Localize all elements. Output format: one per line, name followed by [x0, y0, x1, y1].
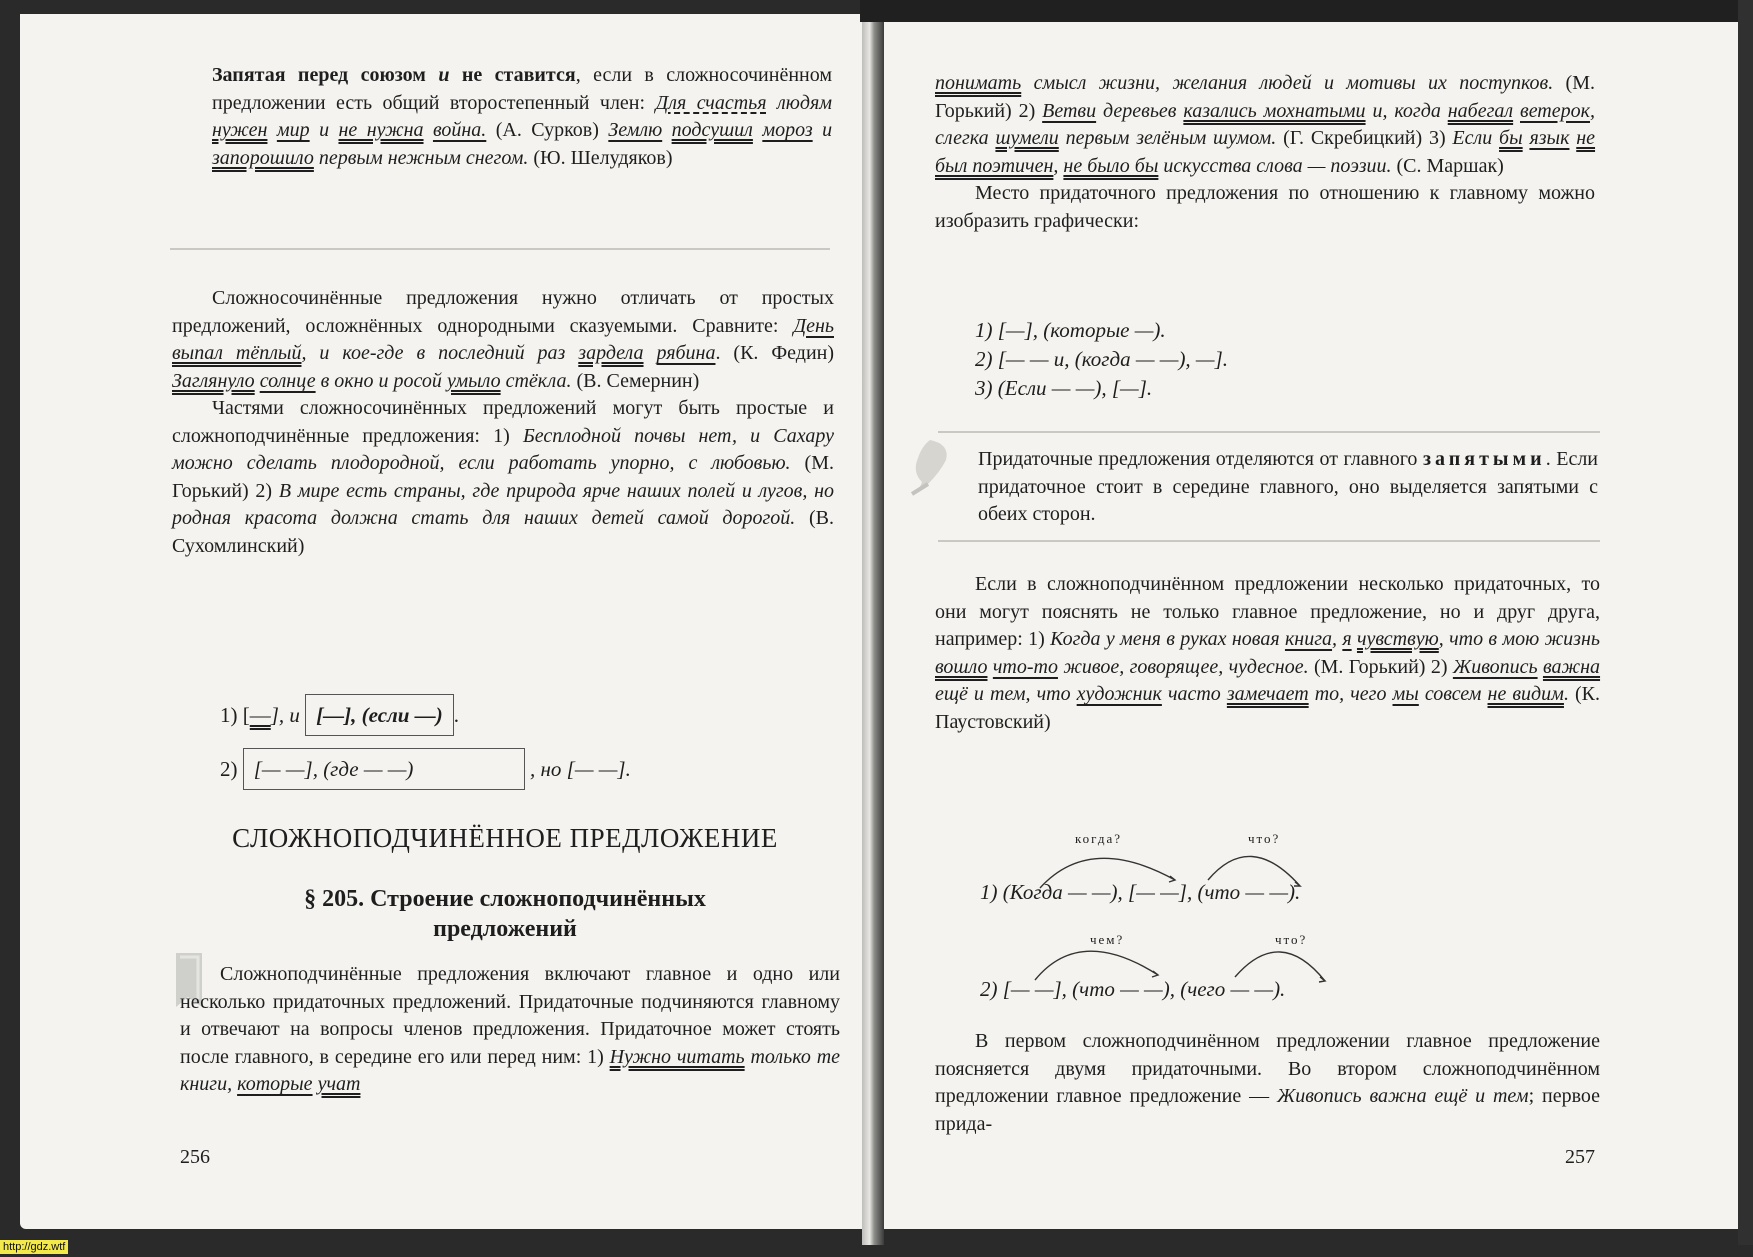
example-word: книга: [1284, 628, 1333, 650]
example-word: не было бы: [1063, 154, 1159, 177]
divider-line: [938, 431, 1600, 433]
continued-examples: [935, 70, 1595, 235]
scheme-text: —: [249, 703, 271, 727]
scheme-2: [220, 748, 631, 790]
source-author: (М. Горький) 2): [935, 72, 1595, 122]
paragraph-structure: [180, 961, 840, 1099]
source-author: . (К. Федин): [715, 342, 835, 364]
example-word: нужен: [212, 119, 268, 141]
example-word: умыло: [446, 369, 501, 392]
example-word: искусства слова — поэзии.: [1163, 154, 1392, 177]
example-word: Когда у меня в руках новая: [1050, 628, 1280, 650]
question-label: когда?: [1075, 831, 1122, 846]
example-word: совсем: [1424, 683, 1482, 705]
example-word: Если: [1452, 127, 1493, 149]
example-word: стёкла.: [505, 369, 572, 392]
paragraph-text: ; первое прида-: [935, 1085, 1600, 1135]
example-word: война.: [432, 119, 487, 141]
example-word: не видим: [1487, 683, 1564, 705]
section-title: СЛОЖНОПОДЧИНЁННОЕ ПРЕДЛОЖЕНИЕ: [232, 823, 778, 853]
example-word: , что в мою жизнь: [1438, 628, 1601, 650]
page-number-right: 257: [1565, 1146, 1595, 1168]
example-word: первым зелёным шумом.: [1065, 127, 1277, 149]
example-word: и: [319, 119, 330, 141]
example-word: Землю: [608, 119, 663, 141]
example-word: казались мохнатыми: [1183, 99, 1366, 122]
scheme-text: 1) [: [220, 703, 250, 727]
example-word: бы: [1499, 127, 1523, 149]
source-author: (К. Паустовский): [935, 683, 1601, 733]
source-author: (С. Маршак): [1396, 154, 1504, 177]
example-word: ветерок: [1520, 99, 1590, 122]
example-word: солнце: [259, 369, 316, 392]
example-word: важна: [1542, 655, 1601, 678]
example-word: набегал: [1447, 99, 1514, 122]
example-word: рябина: [656, 342, 716, 364]
scheme-text: 2): [220, 757, 238, 781]
source-author: (В. Сухомлинский): [172, 507, 834, 557]
example-number: 3): [1428, 127, 1446, 149]
paragraph-text: Сложноподчинённые предложения включают главное и одно или несколько придаточных предложений. Придаточные подчиняются главному и отвечают на вопросы членов предложения. Придаточное может стоять после главного, в середине его или перед ним: 1): [180, 963, 840, 1068]
scheme-text: [— —], (где — —): [253, 757, 414, 781]
example-word: и: [822, 119, 833, 141]
diagram-line: 1) (Когда — —), [— —], (что — —).: [980, 880, 1301, 904]
example-word: зардела: [578, 342, 644, 364]
paragraph-text: Частями сложносочинённых предложений могут быть простые и сложноподчинённые предложения: 1): [172, 397, 834, 447]
question-label: что?: [1248, 831, 1281, 846]
example-word: Ветви: [1042, 99, 1097, 122]
question-label: что?: [1275, 932, 1308, 947]
example-word: Для счастья: [655, 91, 767, 114]
scheme-text: , но [— —].: [530, 757, 631, 781]
rule-text: . Если придаточное стоит в середине главного, оно выделяется запятыми с обеих сторон.: [978, 448, 1599, 525]
source-author: (А. Сурков): [495, 119, 599, 141]
source-author: (В. Семернин): [576, 369, 700, 392]
example-word: не был поэтичен: [935, 127, 1596, 177]
example-word: выпал тёплый: [172, 342, 302, 364]
example-word: понимать: [935, 72, 1022, 94]
example-word: подсушил: [671, 119, 753, 141]
scheme-line: 1) [—], (которые —).: [975, 318, 1166, 342]
rule-bold-text: Запятая перед союзом: [212, 64, 426, 86]
example-word: часто: [1167, 683, 1221, 705]
rule-bold-text-2: не ставится: [461, 64, 576, 86]
example-word: язык: [1529, 127, 1570, 149]
paragraph-text: Место придаточного предложения по отношению к главному можно изобразить графически:: [935, 182, 1595, 232]
paragraph-compare: [172, 285, 834, 560]
scheme-text: ], и: [270, 703, 300, 727]
example-word: .: [1563, 683, 1569, 705]
example-word: чувствую: [1356, 628, 1439, 650]
example-word: художник: [1076, 683, 1162, 705]
rule-emphasis: запятыми: [1422, 448, 1546, 470]
rule-bold-conj: и: [438, 64, 450, 86]
example-word: запорошило: [212, 146, 314, 169]
example-word: первым нежным снегом.: [318, 146, 529, 169]
source-author: (М. Горький) 2): [1313, 655, 1448, 678]
example-word: мороз: [762, 119, 813, 141]
example-word: вошло: [935, 655, 988, 678]
example-word: мир: [276, 119, 310, 141]
paragraph-title: [170, 884, 840, 944]
scheme-line: 3) (Если — —), [—].: [975, 376, 1153, 400]
paragraph-final: [935, 1028, 1600, 1138]
source-author: (Г. Скребицкий): [1283, 127, 1423, 149]
example-word: учат: [317, 1073, 361, 1095]
example-sentence: В мире есть страны, где природа ярче наших полей и лугов, но родная красота должна стать для наших детей самой дорогой.: [172, 479, 835, 529]
clause-diagram-1: [980, 828, 1500, 908]
example-word: Нужно читать: [609, 1045, 745, 1068]
rule-text: , если в сложносочинённом предложении есть общий второстепенный член:: [212, 64, 833, 114]
example-word: что-то: [992, 655, 1058, 678]
paragraph-text: Сложносочинённые предложения нужно отличать от простых предложений, осложнённых однородными сказуемыми. Сравните:: [172, 287, 834, 337]
source-author: (М. Горький) 2): [172, 452, 834, 502]
schemes-block: [975, 316, 1228, 403]
diagram-line: 2) [— —], (что — —), (чего — —).: [980, 977, 1286, 1001]
example-word: в окно и росой: [320, 369, 442, 392]
example-word: живое, говорящее, чудесное.: [1063, 655, 1309, 678]
clause-diagram-2: [980, 925, 1500, 1005]
rule-paragraph: [212, 62, 832, 172]
example-word: ,: [1332, 628, 1338, 650]
source-author: (Ю. Шелудяков): [533, 146, 673, 169]
rule-text: Придаточные предложения отделяются от главного: [978, 448, 1418, 470]
watermark-link[interactable]: http://gdz.wtf: [0, 1240, 68, 1254]
paragraph-text: В первом сложноподчинённом предложении главное предложение поясняется двумя придаточными. Во втором сложноподчинённом предложении главное предложение —: [935, 1030, 1600, 1107]
example-word: которые: [237, 1073, 313, 1095]
paragraph-several: [935, 571, 1600, 736]
paragraph-title-line: предложений: [433, 916, 577, 942]
example-word: то, чего: [1314, 683, 1387, 705]
example-word: деревьев: [1103, 99, 1177, 122]
example-word: Заглянуло: [172, 369, 255, 392]
scheme-text: [—], (если —): [316, 703, 443, 727]
example-word: шумели: [995, 127, 1059, 149]
example-word: мы: [1392, 683, 1419, 705]
example-word: ,: [1053, 154, 1059, 177]
question-label: чем?: [1090, 932, 1125, 947]
example-word: людям: [777, 91, 833, 114]
scheme-box: [305, 694, 454, 736]
scheme-1: [220, 694, 459, 736]
example-word: замечает: [1226, 683, 1309, 705]
scan-right-edge: [1738, 0, 1753, 1245]
paragraph-text: Если в сложноподчинённом предложении несколько придаточных, то они могут пояснять не только главное предложение, но и друг друга, например: 1): [935, 573, 1600, 650]
example-word: я: [1342, 628, 1352, 650]
pen-nib-icon: [908, 436, 960, 496]
arrow-head: [1319, 977, 1325, 982]
scheme-box: [243, 748, 525, 790]
scan-top-edge: [860, 0, 1753, 22]
scheme-line: 2) [— — и, (когда — —), —].: [975, 347, 1229, 371]
example-word: , и кое-где в последний раз: [301, 342, 566, 364]
example-word: только те книги,: [180, 1045, 841, 1095]
example-sentence: Бесплодной почвы нет, и Сахару можно сделать плодородной, если работать упорно, с любовью.: [172, 424, 834, 474]
paragraph-title-line: § 205. Строение сложноподчинённых: [304, 886, 706, 912]
book-gutter: [862, 0, 884, 1245]
divider-line: [170, 248, 830, 250]
rule-box: [978, 446, 1598, 529]
scheme-text: .: [453, 703, 459, 727]
divider-line: [938, 540, 1600, 542]
example-word: ещё и тем, что: [935, 683, 1071, 705]
example-word: смысл жизни, желания людей и мотивы их поступков.: [1033, 72, 1554, 94]
example-word: Живопись: [1452, 655, 1538, 678]
example-word: и, когда: [1372, 99, 1441, 122]
example-word: , слегка: [935, 99, 1595, 149]
page-number-left: 256: [180, 1146, 210, 1168]
example-word: День: [793, 314, 834, 337]
example-word: Живопись важна ещё и тем: [1276, 1085, 1529, 1107]
example-word: не нужна: [338, 119, 424, 141]
